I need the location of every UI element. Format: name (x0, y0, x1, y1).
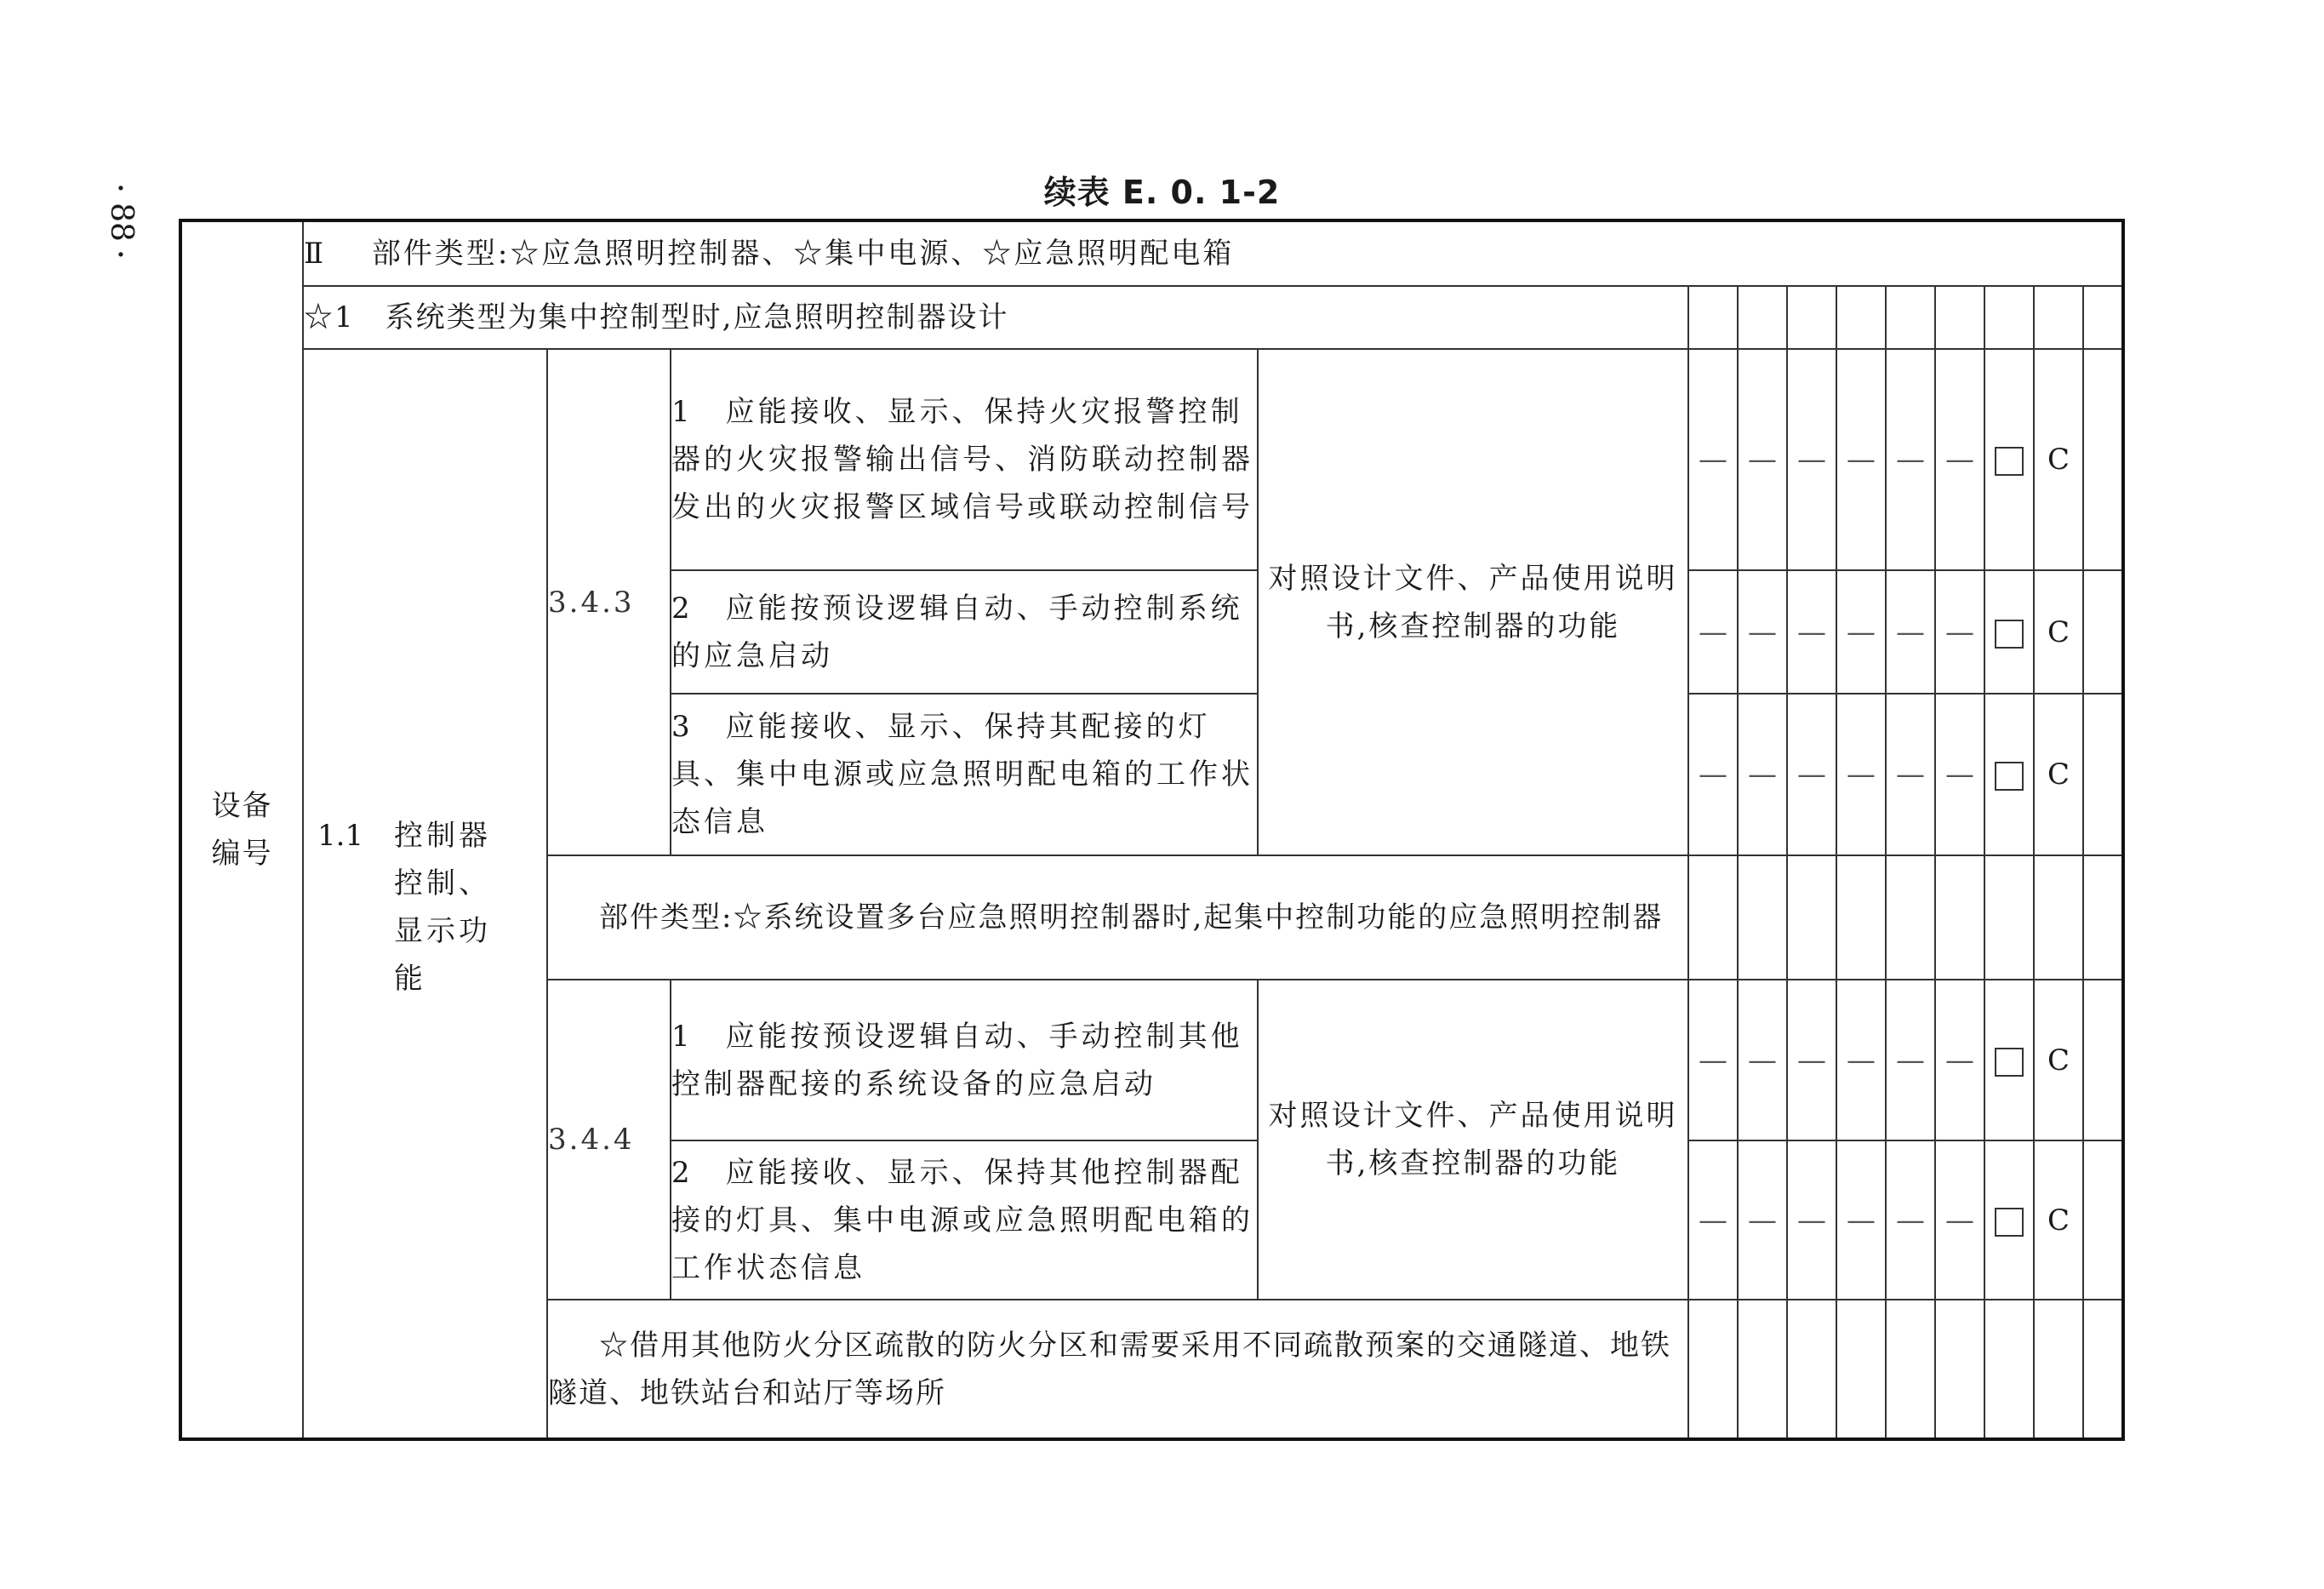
requirement-text: 3 应能接收、显示、保持其配接的灯具、集中电源或应急照明配电箱的工作状态信息 (671, 694, 1258, 855)
blank-cell (1984, 286, 2034, 349)
not-applicable-mark: — (1738, 570, 1787, 694)
blank-cell (1688, 1300, 1738, 1439)
page-number-text: 88 (104, 203, 139, 242)
blank-cell (2083, 694, 2123, 855)
checkbox[interactable] (1995, 1048, 2024, 1077)
not-applicable-mark: — (1886, 1140, 1935, 1300)
blank-cell (2083, 286, 2123, 349)
part-type-heading (303, 220, 2123, 286)
clause-number: 3.4.3 (547, 349, 671, 855)
not-applicable-mark: — (1886, 349, 1935, 570)
not-applicable-mark: — (1787, 570, 1836, 694)
not-applicable-mark: — (1836, 1140, 1886, 1300)
not-applicable-mark: — (1935, 694, 1984, 855)
system-type-heading: ☆1 系统类型为集中控制型时,应急照明控制器设计 (303, 286, 1688, 349)
not-applicable-mark: — (1738, 349, 1787, 570)
not-applicable-mark: — (1836, 980, 1886, 1140)
check-method: 对照设计文件、产品使用说明书,核查控制器的功能 (1258, 349, 1688, 855)
grade-cell: C (2034, 1140, 2083, 1300)
blank-cell (1935, 1300, 1984, 1439)
item-number: 1.1 (317, 819, 364, 853)
blank-cell (1738, 286, 1787, 349)
blank-cell (1935, 286, 1984, 349)
blank-cell (1787, 855, 1836, 980)
blank-cell (1688, 286, 1738, 349)
row-label-cell (180, 220, 303, 1439)
not-applicable-mark: — (1738, 980, 1787, 1140)
not-applicable-mark: — (1787, 1140, 1836, 1300)
not-applicable-mark: — (1836, 349, 1886, 570)
grade-cell: C (2034, 570, 2083, 694)
dot-decoration: · (115, 169, 127, 209)
blank-cell (2034, 286, 2083, 349)
blank-cell (1984, 855, 2034, 980)
row-label: 设备编号 (211, 789, 273, 871)
inspection-table (179, 219, 2125, 1441)
blank-cell (1836, 855, 1886, 980)
blank-cell (2034, 1300, 2083, 1439)
blank-cell (2083, 1140, 2123, 1300)
blank-cell (1738, 1300, 1787, 1439)
dot-decoration: · (115, 236, 127, 275)
requirement-text: 2 应能接收、显示、保持其他控制器配接的灯具、集中电源或应急照明配电箱的工作状态信息 (671, 1140, 1258, 1300)
not-applicable-mark: — (1935, 570, 1984, 694)
checkbox-cell[interactable] (1984, 349, 2034, 570)
blank-cell (1886, 286, 1935, 349)
clause-number: 3.4.4 (547, 980, 671, 1300)
grade-cell: C (2034, 349, 2083, 570)
table-caption: 续表 E. 0. 1-2 (1043, 174, 1281, 211)
checkbox[interactable] (1995, 762, 2024, 791)
not-applicable-mark: — (1787, 349, 1836, 570)
blank-cell (2083, 980, 2123, 1140)
blank-cell (1836, 1300, 1886, 1439)
blank-cell (1836, 286, 1886, 349)
not-applicable-mark: — (1688, 349, 1738, 570)
requirement-text: 1 应能按预设逻辑自动、手动控制其他控制器配接的系统设备的应急启动 (671, 980, 1258, 1140)
blank-cell (2083, 1300, 2123, 1439)
footer-note: ☆借用其他防火分区疏散的防火分区和需要采用不同疏散预案的交通隧道、地铁隧道、地铁站台和站厅等场所 (547, 1300, 1688, 1439)
item-name: 控制器控制、显示功能 (394, 819, 491, 996)
not-applicable-mark: — (1738, 694, 1787, 855)
blank-cell (1935, 855, 1984, 980)
grade-cell: C (2034, 694, 2083, 855)
checkbox-cell[interactable] (1984, 694, 2034, 855)
blank-cell (1787, 1300, 1836, 1439)
not-applicable-mark: — (1738, 1140, 1787, 1300)
checkbox[interactable] (1995, 1208, 2024, 1237)
not-applicable-mark: — (1688, 980, 1738, 1140)
not-applicable-mark: — (1886, 570, 1935, 694)
blank-cell (2083, 855, 2123, 980)
requirement-text: 2 应能按预设逻辑自动、手动控制系统的应急启动 (671, 570, 1258, 694)
part-type-text: 部件类型:☆应急照明控制器、☆集中电源、☆应急照明配电箱 (371, 237, 1235, 271)
check-method: 对照设计文件、产品使用说明书,核查控制器的功能 (1258, 980, 1688, 1300)
roman-numeral: Ⅱ (304, 237, 327, 271)
grade-cell: C (2034, 980, 2083, 1140)
checkbox-cell[interactable] (1984, 980, 2034, 1140)
blank-cell (1886, 855, 1935, 980)
blank-cell (1886, 1300, 1935, 1439)
not-applicable-mark: — (1688, 1140, 1738, 1300)
checkbox[interactable] (1995, 447, 2024, 476)
checkbox-cell[interactable] (1984, 570, 2034, 694)
blank-cell (2083, 570, 2123, 694)
checkbox-cell[interactable] (1984, 1140, 2034, 1300)
blank-cell (2083, 349, 2123, 570)
not-applicable-mark: — (1935, 349, 1984, 570)
not-applicable-mark: — (1935, 1140, 1984, 1300)
not-applicable-mark: — (1688, 570, 1738, 694)
item-cell (303, 349, 547, 1439)
not-applicable-mark: — (1886, 694, 1935, 855)
blank-cell (2034, 855, 2083, 980)
sub-part-type: 部件类型:☆系统设置多台应急照明控制器时,起集中控制功能的应急照明控制器 (547, 855, 1688, 980)
checkbox[interactable] (1995, 620, 2024, 649)
not-applicable-mark: — (1787, 980, 1836, 1140)
requirement-text: 1 应能接收、显示、保持火灾报警控制器的火灾报警输出信号、消防联动控制器发出的火灾报警区域信号或联动控制信号 (671, 349, 1258, 570)
not-applicable-mark: — (1688, 694, 1738, 855)
blank-cell (1738, 855, 1787, 980)
not-applicable-mark: — (1886, 980, 1935, 1140)
blank-cell (1787, 286, 1836, 349)
not-applicable-mark: — (1836, 694, 1886, 855)
not-applicable-mark: — (1935, 980, 1984, 1140)
not-applicable-mark: — (1787, 694, 1836, 855)
not-applicable-mark: — (1836, 570, 1886, 694)
blank-cell (1984, 1300, 2034, 1439)
blank-cell (1688, 855, 1738, 980)
